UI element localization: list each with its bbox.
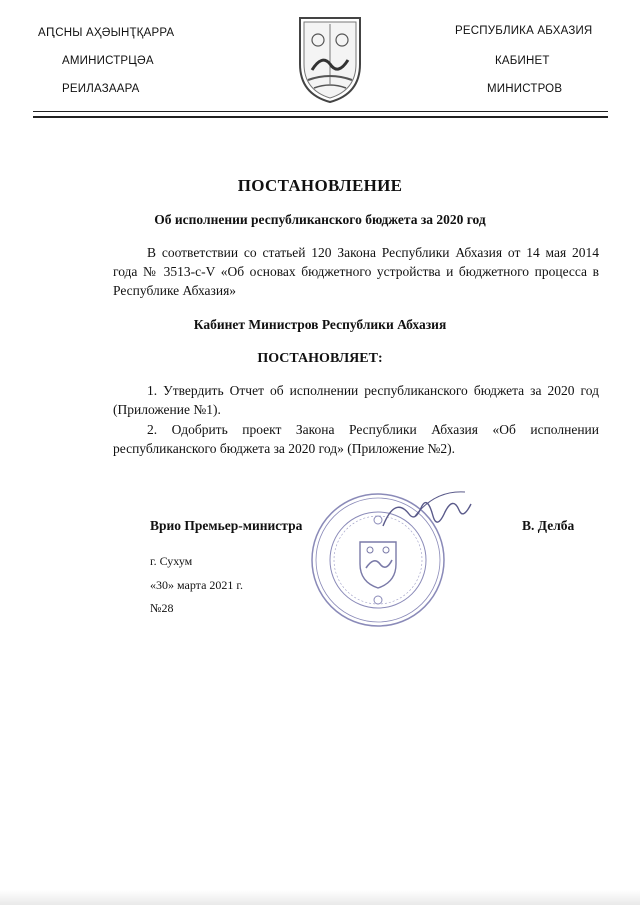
- decree-item-1: 1. Утвердить Отчет об исполнении республиканского бюджета за 2020 год (Приложение №1).: [113, 383, 599, 417]
- preamble-paragraph: [113, 243, 599, 300]
- header-left-line-3: РЕИЛАЗААРА: [62, 83, 140, 95]
- header-right-line-3: МИНИСТРОВ: [487, 83, 563, 95]
- date-line: «30» марта 2021 г.: [150, 578, 243, 592]
- header-right-line-2: КАБИНЕТ: [495, 55, 550, 67]
- signatory-role: Врио Премьер-министра: [150, 518, 303, 533]
- number-line: №28: [150, 601, 174, 615]
- issuer-line: Кабинет Министров Республики Абхазия: [193, 317, 447, 332]
- decree-heading: ПОСТАНОВЛЯЕТ:: [257, 351, 383, 366]
- header-left-line-2: АМИНИСТРЦӘА: [62, 55, 154, 67]
- handwritten-signature-icon: [375, 486, 485, 536]
- decree-item-2: 2. Одобрить проект Закона Республики Абхазия «Об исполнении республиканского бюджета за 2020 год» (Приложение №2).: [113, 422, 599, 456]
- page-bottom-shadow: [0, 890, 640, 905]
- header-rule-thick: [33, 116, 608, 118]
- city-line: г. Сухум: [150, 554, 193, 568]
- header-rule-thin: [33, 111, 608, 112]
- header-right-line-1: РЕСПУБЛИКА АБХАЗИЯ: [455, 25, 593, 37]
- header-left-line-1: АԤСНЫ АҲӘЫНҬҚАРРА: [38, 27, 175, 39]
- signatory-name: В. Делба: [522, 518, 575, 533]
- document-title: ПОСТАНОВЛЕНИЕ: [237, 176, 403, 195]
- preamble-text: В соответствии со статьей 120 Закона Республики Абхазия от 14 мая 2014 года № 3513-с-V «Об основах бюджетного устройства и бюджетного процесса в Республике Абхазия»: [113, 245, 599, 298]
- document-subtitle: Об исполнении республиканского бюджета за 2020 год: [154, 212, 486, 227]
- coat-of-arms-icon: [296, 14, 364, 104]
